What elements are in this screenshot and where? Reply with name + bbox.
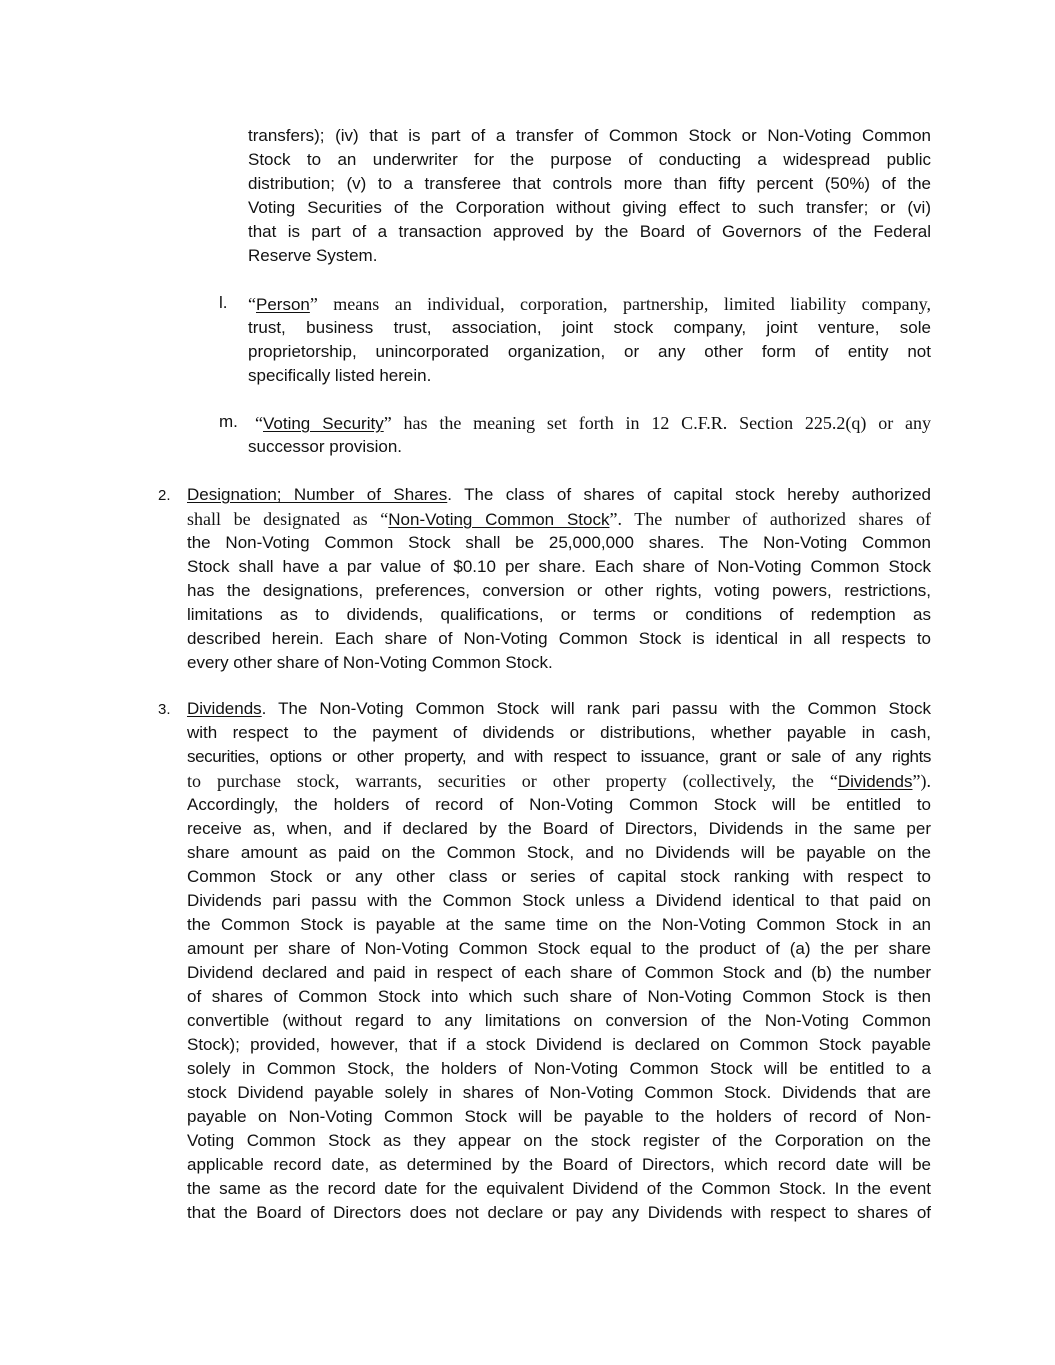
item-m-continuation [248,435,931,459]
text-line: described herein. Each share of Non-Voting Common Stock is identical in all respects to [187,629,931,648]
text-line: securities, options or other property, and with respect to issuance, grant or sale of any rights [187,747,931,766]
section-2-number: 2. [158,487,171,504]
section-2-text: ”. The number of authorized shares of [609,509,931,529]
text-line: Voting Common Stock as they appear on the stock register of the Corporation on the [187,1131,931,1150]
section-2-body [187,483,931,675]
text-line: Accordingly, the holders of record of Non-Voting Common Stock will be entitled to [187,795,931,814]
text-line: solely in Common Stock, the holders of Non-Voting Common Stock will be entitled to a [187,1059,931,1078]
text-line: has the designations, preferences, conversion or other rights, voting powers, restrictions, [187,581,931,600]
text-line [255,411,931,435]
section-3-number: 3. [158,701,171,718]
defined-term-dividends: Dividends [837,772,913,791]
text-line: limitations as to dividends, qualifications, or terms or conditions of redemption as [187,605,931,624]
text-line: successor provision. [248,437,403,456]
text-line: every other share of Non-Voting Common Stock. [187,653,553,672]
item-l-definition [248,292,931,388]
text-line: specifically listed herein. [248,366,432,385]
text-line: Voting Securities of the Corporation without giving effect to such transfer; or (vi) [248,198,931,217]
section-3-heading: Dividends [187,699,262,718]
text-line: convertible (without regard to any limitations on conversion of the Non-Voting Common [187,1011,931,1030]
section-2-heading: Designation; Number of Shares [187,485,448,504]
definition-text: ” means an individual, corporation, partnership, limited liability company, [309,294,931,314]
text-line: payable on Non-Voting Common Stock will be payable to the holders of record of Non- [187,1107,931,1126]
definition-text: ” has the meaning set forth in 12 C.F.R. Section 225.2(q) or any [383,413,931,433]
text-line [248,292,931,316]
text-line: receive as, when, and if declared by the Board of Directors, Dividends in the same per [187,819,931,838]
text-line: Common Stock or any other class or series of capital stock ranking with respect to [187,867,931,886]
item-m-definition [255,411,931,435]
item-m-label: m. [219,412,238,431]
text-line: share amount as paid on the Common Stock, and no Dividends will be payable on the [187,843,931,862]
continuation-paragraph [248,124,931,268]
text-line: stock Dividend payable solely in shares of Non-Voting Common Stock. Dividends that are [187,1083,931,1102]
text-line: of shares of Common Stock into which such share of Non-Voting Common Stock is then [187,987,931,1006]
text-line: that is part of a transaction approved by the Board of Governors of the Federal [248,222,931,241]
text-line [187,483,931,507]
text-line: the Common Stock is payable at the same time on the Non-Voting Common Stock in an [187,915,931,934]
text-line: with respect to the payment of dividends or distributions, whether payable in cash, [187,723,931,742]
text-line: the same as the record date for the equivalent Dividend of the Common Stock. In the event [187,1179,931,1198]
text-line: Stock); provided, however, that if a stock Dividend is declared on Common Stock payable [187,1035,931,1054]
text-line: amount per share of Non-Voting Common Stock equal to the product of (a) the per share [187,939,931,958]
section-3-text: . The Non-Voting Common Stock will rank pari passu with the Common Stock [261,699,931,718]
text-line [187,697,931,721]
section-3-text: to purchase stock, warrants, securities or other property (collectively, the “ [187,771,838,791]
section-3-body [187,697,931,1225]
defined-term-voting-security: Voting Security [263,414,384,433]
item-l-label: l. [219,293,228,312]
text-line [187,769,931,793]
text-line: Stock to an underwriter for the purpose of conducting a widespread public [248,150,931,169]
text-line: proprietorship, unincorporated organization, or any other form of entity not [248,342,931,361]
text-line [187,507,931,531]
section-3-text: ”). [912,771,931,791]
section-2-text: . The class of shares of capital stock hereby authorized [447,485,931,504]
text-line: the Non-Voting Common Stock shall be 25,000,000 shares. The Non-Voting Common [187,533,931,552]
text-line: trust, business trust, association, joint stock company, joint venture, sole [248,318,931,337]
defined-term-non-voting-common-stock: Non-Voting Common Stock [388,510,610,529]
text-line: Stock shall have a par value of $0.10 per share. Each share of Non-Voting Common Stock [187,557,931,576]
open-quote: “ [255,413,263,433]
defined-term-person: Person [256,295,310,314]
open-quote: “ [248,294,256,314]
section-2-text: shall be designated as “ [187,509,389,529]
text-line: Dividends pari passu with the Common Stock unless a Dividend identical to that paid on [187,891,931,910]
text-line: that the Board of Directors does not declare or pay any Dividends with respect to shares of [187,1203,931,1222]
text-line: Reserve System. [248,246,378,265]
text-line: Dividend declared and paid in respect of each share of Common Stock and (b) the number [187,963,931,982]
text-line: applicable record date, as determined by the Board of Directors, which record date will be [187,1155,931,1174]
text-line: transfers); (iv) that is part of a transfer of Common Stock or Non-Voting Common [248,126,931,145]
text-line: distribution; (v) to a transferee that controls more than fifty percent (50%) of the [248,174,931,193]
